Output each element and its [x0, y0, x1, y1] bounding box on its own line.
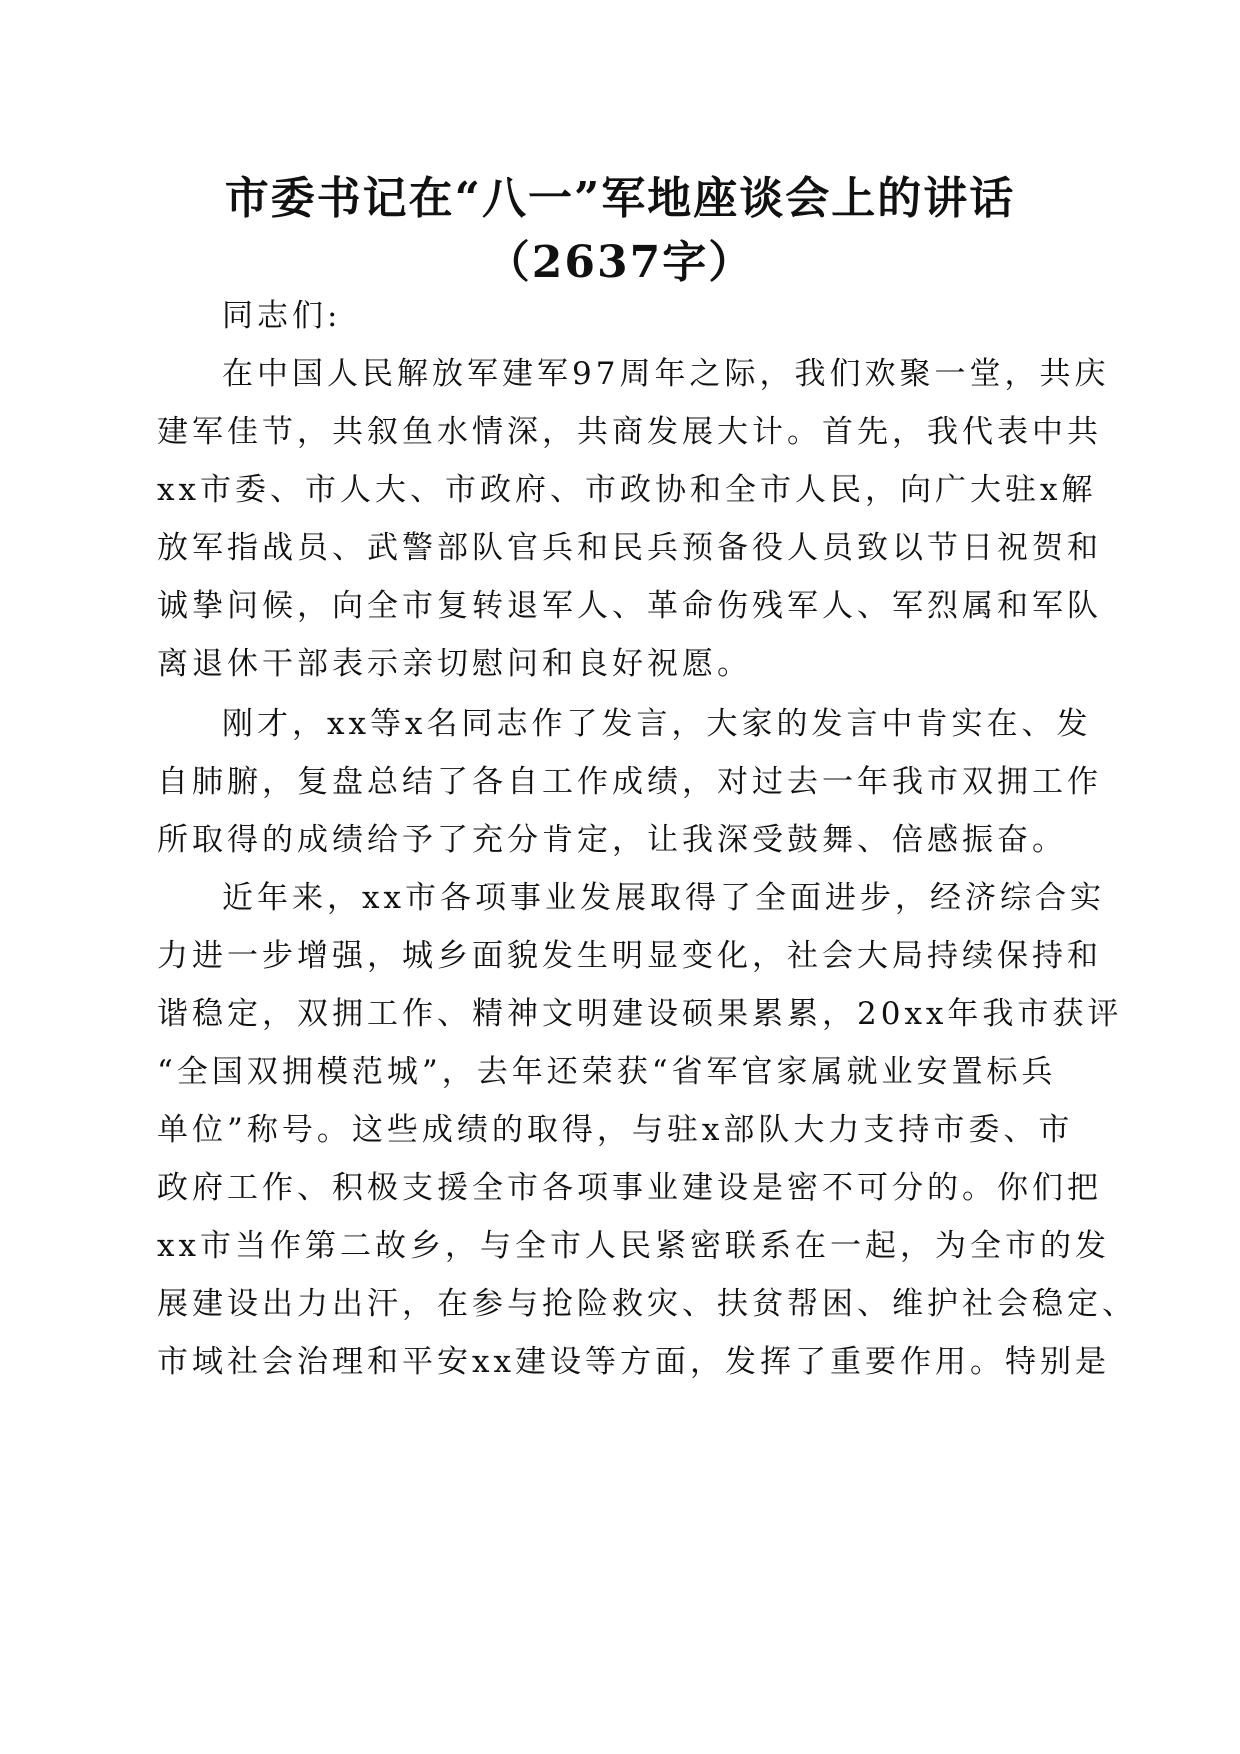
paragraph-line: xx市当作第二故乡，与全市人民紧密联系在一起，为全市的发: [157, 1228, 1110, 1264]
paragraph-line: 力进一步增强，城乡面貌发生明显变化，社会大局持续保持和: [157, 938, 1102, 974]
paragraph-line: 离退休干部表示亲切慰问和良好祝愿。: [157, 646, 752, 682]
paragraph-line: 市域社会治理和平安xx建设等方面，发挥了重要作用。特别是: [157, 1344, 1110, 1380]
paragraph-line: 展建设出力出汗，在参与抢险救灾、扶贫帮困、维护社会稳定、: [157, 1286, 1137, 1322]
document-title: 市委书记在“八一”军地座谈会上的讲话: [224, 173, 1016, 224]
paragraph-line: 放军指战员、武警部队官兵和民兵预备役人员致以节日祝贺和: [157, 530, 1102, 566]
paragraph-line: xx市委、市人大、市政府、市政协和全市人民，向广大驻x解: [157, 472, 1097, 508]
paragraph-line: 政府工作、积极支援全市各项事业建设是密不可分的。你们把: [157, 1170, 1102, 1206]
paragraph-line: 诚挚问候，向全市复转退军人、革命伤残军人、军烈属和军队: [157, 588, 1102, 624]
document-subtitle: （2637字）: [485, 237, 755, 288]
paragraph-line: 单位”称号。这些成绩的取得，与驻x部队大力支持市委、市: [157, 1112, 1074, 1148]
paragraph-line: 谐稳定，双拥工作、精神文明建设硕果累累，20xx年我市获评: [157, 996, 1123, 1032]
paragraph-line: 近年来，xx市各项事业发展取得了全面进步，经济综合实: [222, 880, 1105, 916]
paragraph-line: 刚才，xx等x名同志作了发言，大家的发言中肯实在、发: [222, 706, 1092, 742]
paragraph-line: 所取得的成绩给予了充分肯定，让我深受鼓舞、倍感振奋。: [157, 822, 1067, 858]
salutation: 同志们:: [222, 298, 342, 334]
paragraph-line: 在中国人民解放军建军97周年之际，我们欢聚一堂，共庆: [222, 356, 1110, 392]
paragraph-line: 建军佳节，共叙鱼水情深，共商发展大计。首先，我代表中共: [157, 414, 1102, 450]
paragraph-line: “全国双拥模范城”，去年还荣获“省军官家属就业安置标兵: [157, 1054, 1057, 1090]
paragraph-line: 自肺腑，复盘总结了各自工作成绩，对过去一年我市双拥工作: [157, 764, 1102, 800]
